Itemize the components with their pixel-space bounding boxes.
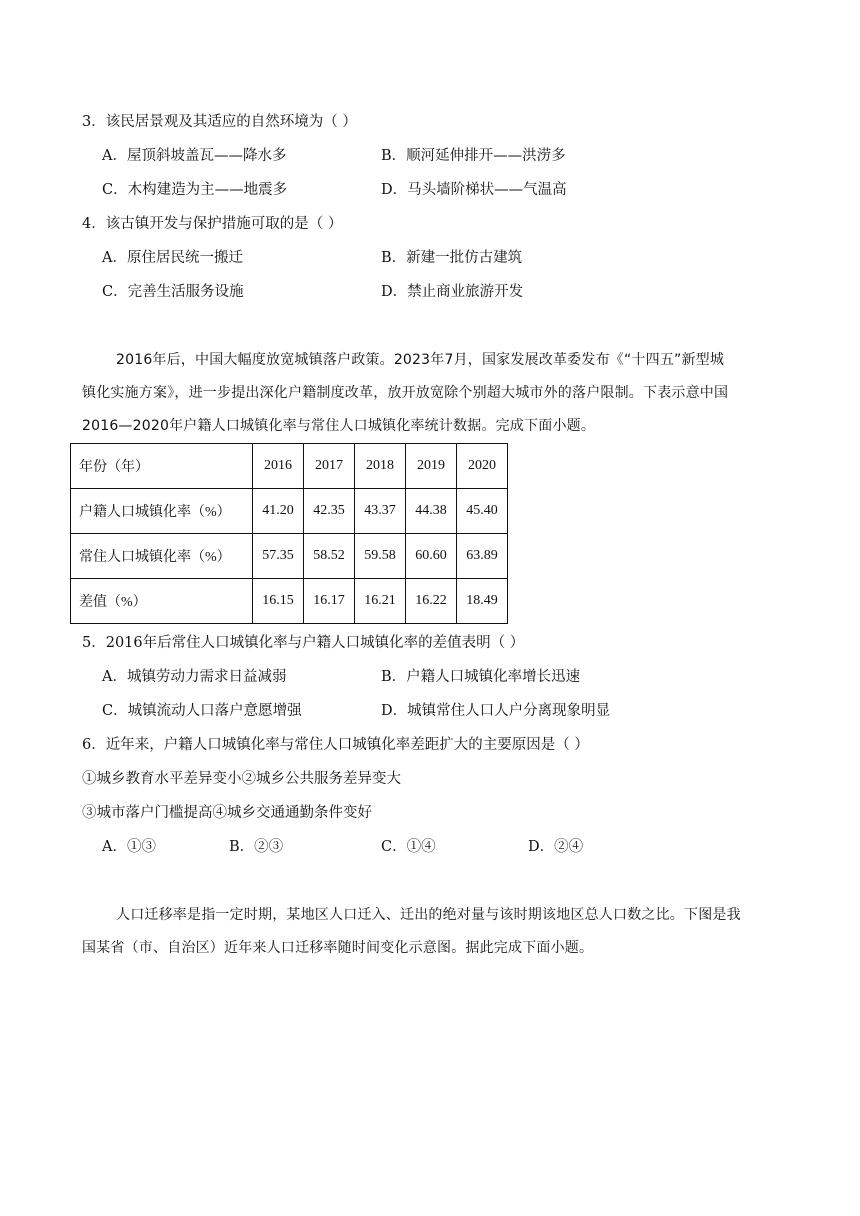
- q3-option-d: D．马头墙阶梯状——气温高: [381, 182, 567, 198]
- passage1-line-3: 2016—2020年户籍人口城镇化率与常住人口城镇化率统计数据。完成下面小题。: [82, 418, 596, 434]
- passage2-line-1: 人口迁移率是指一定时期，某地区人口迁入、迁出的绝对量与该时期该地区总人口数之比。下图是我: [116, 907, 741, 923]
- year-cell: 2016: [253, 444, 304, 489]
- table-row: [71, 579, 508, 624]
- table-cell: 16.21: [355, 579, 406, 624]
- table-cell: 57.35: [253, 534, 304, 579]
- row-label: 户籍人口城镇化率（%）: [71, 489, 253, 534]
- table-cell: 59.58: [355, 534, 406, 579]
- year-cell: 2019: [406, 444, 457, 489]
- table-cell: 18.49: [457, 579, 508, 624]
- table-row: [71, 489, 508, 534]
- year-cell: 2017: [304, 444, 355, 489]
- q3-option-c: C．木构建造为主——地震多: [102, 182, 288, 198]
- q5-option-d: D．城镇常住人口人户分离现象明显: [381, 703, 611, 719]
- table-cell: 43.37: [355, 489, 406, 534]
- q6-statement-1: ①城乡教育水平差异变小②城乡公共服务差异变大: [82, 771, 401, 787]
- table-header-row: [71, 444, 508, 489]
- table-cell: 16.15: [253, 579, 304, 624]
- q5-option-a: A．城镇劳动力需求日益减弱: [102, 669, 287, 685]
- table-cell: 16.22: [406, 579, 457, 624]
- table-cell: 58.52: [304, 534, 355, 579]
- table-row: [71, 534, 508, 579]
- question-3-stem: 3．该民居景观及其适应的自然环境为（ ）: [82, 114, 357, 130]
- year-cell: 2018: [355, 444, 406, 489]
- row-label: 常住人口城镇化率（%）: [71, 534, 253, 579]
- passage1-line-1: 2016年后，中国大幅度放宽城镇落户政策。2023年7月，国家发展改革委发布《“十四五”新型城: [116, 352, 725, 368]
- q6-option-b: B．②③: [229, 839, 284, 855]
- table-header-label: 年份（年）: [71, 444, 253, 489]
- q3-option-a: A．屋顶斜坡盖瓦——降水多: [102, 148, 287, 164]
- table-cell: 45.40: [457, 489, 508, 534]
- q6-option-d: D．②④: [528, 839, 584, 855]
- passage2-line-2: 国某省（市、自治区）近年来人口迁移率随时间变化示意图。据此完成下面小题。: [82, 940, 594, 956]
- q5-option-c: C．城镇流动人口落户意愿增强: [102, 703, 302, 719]
- q4-option-a: A．原住居民统一搬迁: [102, 250, 243, 266]
- q4-option-b: B．新建一批仿古建筑: [381, 250, 523, 266]
- row-label: 差值（%）: [71, 579, 253, 624]
- q6-statement-2: ③城市落户门槛提高④城乡交通通勤条件变好: [82, 805, 372, 821]
- q6-option-c: C．①④: [381, 839, 436, 855]
- year-cell: 2020: [457, 444, 508, 489]
- question-5-stem: 5．2016年后常住人口城镇化率与户籍人口城镇化率的差值表明（ ）: [82, 635, 525, 651]
- table-cell: 42.35: [304, 489, 355, 534]
- q4-option-d: D．禁止商业旅游开发: [381, 284, 524, 300]
- q3-option-b: B．顺河延伸排开——洪涝多: [381, 148, 566, 164]
- table-cell: 16.17: [304, 579, 355, 624]
- question-4-stem: 4．该古镇开发与保护措施可取的是（ ）: [82, 216, 343, 232]
- q5-option-b: B．户籍人口城镇化率增长迅速: [381, 669, 581, 685]
- table-cell: 63.89: [457, 534, 508, 579]
- passage1-line-2: 镇化实施方案》，进一步提出深化户籍制度改革，放开放宽除个别超大城市外的落户限制。下表示意中国: [82, 385, 729, 401]
- table-cell: 44.38: [406, 489, 457, 534]
- q4-option-c: C．完善生活服务设施: [102, 284, 244, 300]
- q6-option-a: A．①③: [102, 839, 156, 855]
- table-cell: 41.20: [253, 489, 304, 534]
- urbanization-table: [70, 443, 508, 624]
- table-cell: 60.60: [406, 534, 457, 579]
- question-6-stem: 6．近年来，户籍人口城镇化率与常住人口城镇化率差距扩大的主要原因是（ ）: [82, 737, 589, 753]
